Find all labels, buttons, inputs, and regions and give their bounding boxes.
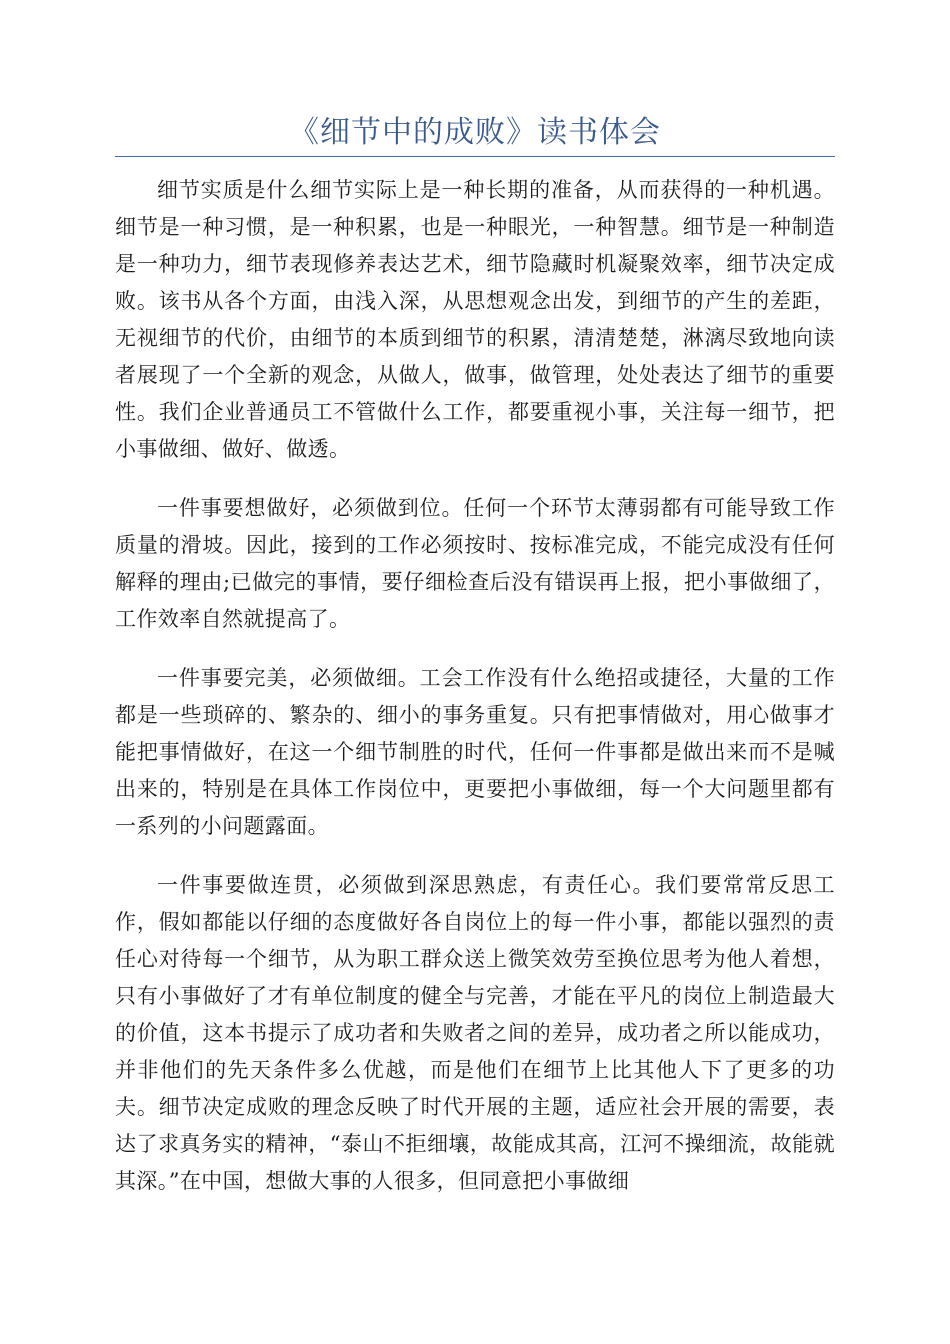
paragraph-1: 细节实质是什么细节实际上是一种长期的准备，从而获得的一种机遇。细节是一种习惯，是一种积累，也是一种眼光，一种智慧。细节是一种制造是一种功力，细节表现修养表达艺术，细节隐藏时机凝聚效率，细节决定成败。该书从各个方面，由浅入深，从思想观念出发，到细节的产生的差距，无视细节的代价，由细节的本质到细节的积累，清清楚楚，淋漓尽致地向读者展现了一个全新的观念，从做人，做事，做管理，处处表达了细节的重要性。我们企业普通员工不管做什么工作，都要重视小事，关注每一细节，把小事做细、做好、做透。: [115, 178, 835, 461]
page-title: 《细节中的成败》读书体会: [289, 115, 661, 150]
document-body: [115, 172, 835, 1222]
title-underline: [115, 156, 835, 157]
paragraph-3: 一件事要完美，必须做细。工会工作没有什么绝招或捷径，大量的工作都是一些琐碎的、繁杂的、细小的事务重复。只有把事情做对，用心做事才能把事情做好，在这一个细节制胜的时代，任何一件事都是做出来而不是喊出来的，特别是在具体工作岗位中，更要把小事做细，每一个大问题里都有一系列的小问题露面。: [115, 666, 835, 838]
paragraph-2: 一件事要想做好，必须做到位。任何一个环节太薄弱都有可能导致工作质量的滑坡。因此，接到的工作必须按时、按标准完成，不能完成没有任何解释的理由;已做完的事情，要仔细检查后没有错误再上报，把小事做细了，工作效率自然就提高了。: [115, 496, 835, 631]
paragraph-4: 一件事要做连贯，必须做到深思熟虑，有责任心。我们要常常反思工作，假如都能以仔细的态度做好各自岗位上的每一件小事，都能以强烈的责任心对待每一个细节，从为职工群众送上微笑效劳至换位思考为他人着想，只有小事做好了才有单位制度的健全与完善，才能在平凡的岗位上制造最大的价值，这本书提示了成功者和失败者之间的差异，成功者之所以能成功，并非他们的先天条件多么优越，而是他们在细节上比其他人下了更多的功夫。细节决定成败的理念反映了时代开展的主题，适应社会开展的需要，表达了求真务实的精神，“泰山不拒细壤，故能成其高，江河不操细流，故能就其深。”在中国，想做大事的人很多，但同意把小事做细: [115, 873, 835, 1193]
title-block: [115, 112, 835, 157]
